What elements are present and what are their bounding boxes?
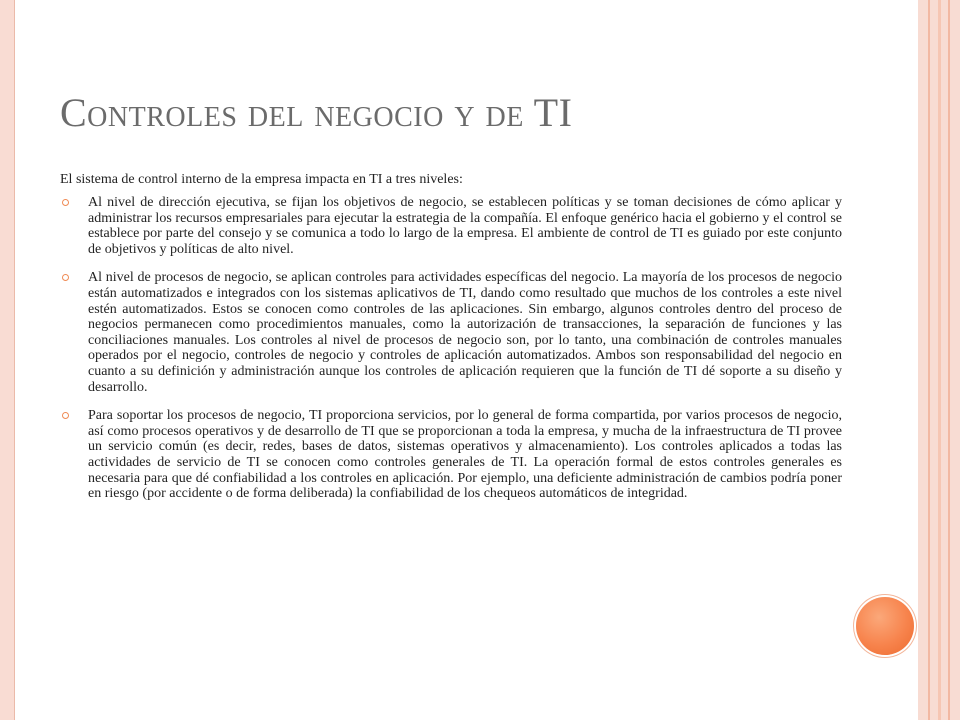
bullet-circle-icon: [62, 274, 69, 281]
bullet-circle-icon: [62, 412, 69, 419]
bullet-circle-icon: [62, 199, 69, 206]
bullet-text: Al nivel de dirección ejecutiva, se fijan los objetivos de negocio, se establecen políticas y se toman decisiones de cómo aplicar y administrar los recursos empresariales para ejecutar la estrategia de la compañía. El enfoque genérico hacia el gobierno y el control se establece por parte del consejo y se comunica a todo lo largo de la empresa. El ambiente de control de TI es guiado por este conjunto de objetivos y políticas de alto nivel.: [88, 195, 842, 257]
intro-text: El sistema de control interno de la empresa impacta en TI a tres niveles:: [60, 172, 463, 187]
bullet-list: [60, 195, 842, 515]
decorative-orange-circle: [856, 597, 914, 655]
right-frame-border: [918, 0, 960, 720]
list-item: [60, 195, 842, 257]
bullet-text: Para soportar los procesos de negocio, TI proporciona servicios, por lo general de forma compartida, por varios procesos de negocio, así como procesos operativos y de desarrollo de TI que se proporcionan a toda la empresa, y mucha de la infraestructura de TI provee un servicio común (es decir, redes, bases de datos, sistemas operativos y almacenamiento). Los controles aplicados a todas las actividades de servicio de TI se conocen como controles generales de TI. La operación formal de estos controles generales es necesaria para que dé confiabilidad a los controles en aplicación. Por ejemplo, una deficiente administración de cambios podría poner en riesgo (por accidente o de forma deliberada) la confiabilidad de los chequeos automáticos de integridad.: [88, 408, 842, 502]
bullet-text: Al nivel de procesos de negocio, se aplican controles para actividades específicas del negocio. La mayoría de los procesos de negocio están automatizados e integrados con los sistemas aplicativos de TI, dando como resultado que muchos de los controles a este nivel estén automatizados. Estos se conocen como controles de las aplicaciones. Sin embargo, algunos controles dentro del proceso de negocios permanecen como procedimientos manuales, como la autorización de transacciones, la separación de funciones y las conciliaciones manuales. Los controles al nivel de procesos de negocio son, por lo tanto, una combinación de controles manuales operados por el negocio, controles de negocio y controles de aplicación automatizados. Ambos son responsabilidad del negocio en cuanto a su definición y administración aunque los controles de aplicación requieren que la función de TI dé soporte a su diseño y desarrollo.: [88, 270, 842, 395]
frame-stripe: [948, 0, 950, 720]
list-item: [60, 408, 842, 502]
left-frame-border: [0, 0, 15, 720]
frame-stripe: [928, 0, 930, 720]
slide-title: Controles del negocio y de TI: [60, 90, 573, 135]
frame-stripe: [938, 0, 941, 720]
list-item: [60, 270, 842, 395]
